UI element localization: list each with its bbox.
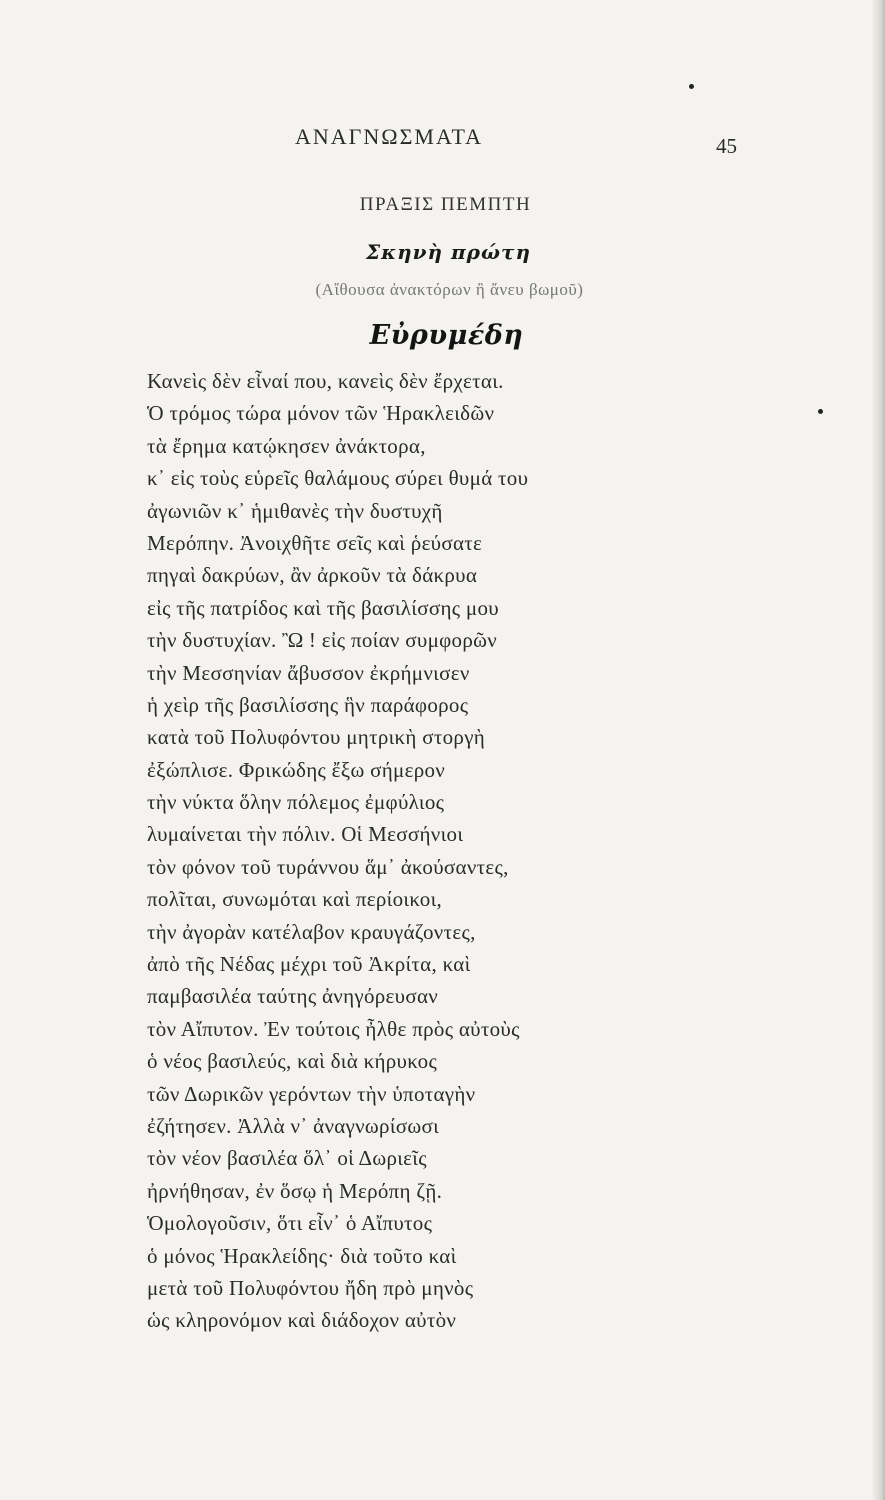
verse-line: τὴν ἀγορὰν κατέλαβον κραυγάζοντες, [147, 919, 476, 944]
verse-line: τὴν Μεσσηνίαν ἄβυσσον ἐκρήμνισεν [147, 660, 470, 685]
verse-block [147, 365, 667, 1337]
verse-line: τὸν Αἴπυτον. Ἐν τούτοις ἦλθε πρὸς αὐτοὺς [147, 1016, 520, 1041]
verse-line: τὸν νέον βασιλέα ὅλ᾿ οἱ Δωριεῖς [147, 1146, 427, 1171]
ink-speck [689, 84, 694, 89]
verse-line: πολῖται, συνωμόται καὶ περίοικοι, [147, 887, 443, 912]
running-title: ΑΝΑΓΝΩΣΜΑΤΑ [295, 124, 484, 149]
verse-line: ἡ χεὶρ τῆς βασιλίσσης ἣν παράφορος [147, 692, 469, 717]
ink-speck [818, 409, 823, 414]
running-head [0, 124, 885, 156]
verse-line: ὡς κληρονόμον καὶ διάδοχον αὐτὸν [147, 1308, 457, 1333]
verse-line: μετὰ τοῦ Πολυφόντου ἤδη πρὸ μηνὸς [147, 1275, 474, 1300]
verse-line: Ὁ τρόμος τώρα μόνον τῶν Ἡρακλειδῶν [147, 401, 495, 426]
verse-line: ἀπὸ τῆς Νέδας μέχρι τοῦ Ἀκρίτα, καὶ [147, 952, 471, 977]
verse-line: ὁ μόνος Ἡρακλείδης· διὰ τοῦτο καὶ [147, 1243, 457, 1268]
scene-heading: Σκηνὴ πρώτη [365, 240, 532, 264]
page-edge-shadow [871, 0, 885, 1500]
verse-line: τὴν δυστυχίαν. Ὢ ! εἰς ποίαν συμφορῶν [147, 628, 498, 653]
page-number: 45 [716, 134, 737, 158]
verse-line: Μερόπην. Ἀνοιχθῆτε σεῖς καὶ ῥεύσατε [147, 530, 483, 555]
verse-line: ἠρνήθησαν, ἐν ὅσῳ ἡ Μερόπη ζῇ. [147, 1178, 443, 1203]
verse-line: ὁ νέος βασιλεύς, καὶ διὰ κήρυκος [147, 1049, 438, 1074]
stage-direction: (Αἴθουσα ἀνακτόρων ἢ ἄνευ βωμοῦ) [315, 280, 584, 299]
verse-line: Κανεὶς δὲν εἶναί που, κανεὶς δὲν ἔρχεται. [147, 369, 504, 393]
verse-line: κ᾿ εἰς τοὺς εὑρεῖς θαλάμους σύρει θυμά του [147, 466, 529, 491]
verse-line: παμβασιλέα ταύτης ἀνηγόρευσαν [147, 984, 439, 1009]
verse-line: τὰ ἔρημα κατῴκησεν ἀνάκτορα, [147, 433, 426, 458]
verse-line: ἐζήτησεν. Ἀλλὰ ν᾿ ἀναγνωρίσωσι [147, 1113, 440, 1138]
verse-line: τὴν νύκτα ὅλην πόλεμος ἐμφύλιος [147, 790, 445, 815]
speaker-name: Εὐρυμέδη [369, 320, 524, 351]
act-heading: ΠΡΑΞΙΣ ΠΕΜΠΤΗ [359, 194, 532, 215]
verse-line: πηγαὶ δακρύων, ἂν ἀρκοῦν τὰ δάκρυα [147, 563, 478, 588]
verse-line: ἀγωνιῶν κ᾿ ἡμιθανὲς τὴν δυστυχῆ [147, 498, 443, 523]
verse-line: ἐξώπλισε. Φρικώδης ἔξω σήμερον [147, 757, 446, 782]
verse-line: εἰς τῆς πατρίδος καὶ τῆς βασιλίσσης μου [147, 595, 499, 620]
verse-line: Ὁμολογοῦσιν, ὅτι εἶν᾿ ὁ Αἴπυτος [147, 1211, 433, 1236]
verse-line: τὸν φόνον τοῦ τυράννου ἅμ᾿ ἀκούσαντες, [147, 854, 509, 879]
verse-line: κατὰ τοῦ Πολυφόντου μητρικὴ στοργὴ [147, 725, 486, 750]
verse-line: λυμαίνεται τὴν πόλιν. Οἱ Μεσσήνιοι [147, 822, 464, 847]
verse-line: τῶν Δωρικῶν γερόντων τὴν ὑποταγὴν [147, 1081, 476, 1106]
